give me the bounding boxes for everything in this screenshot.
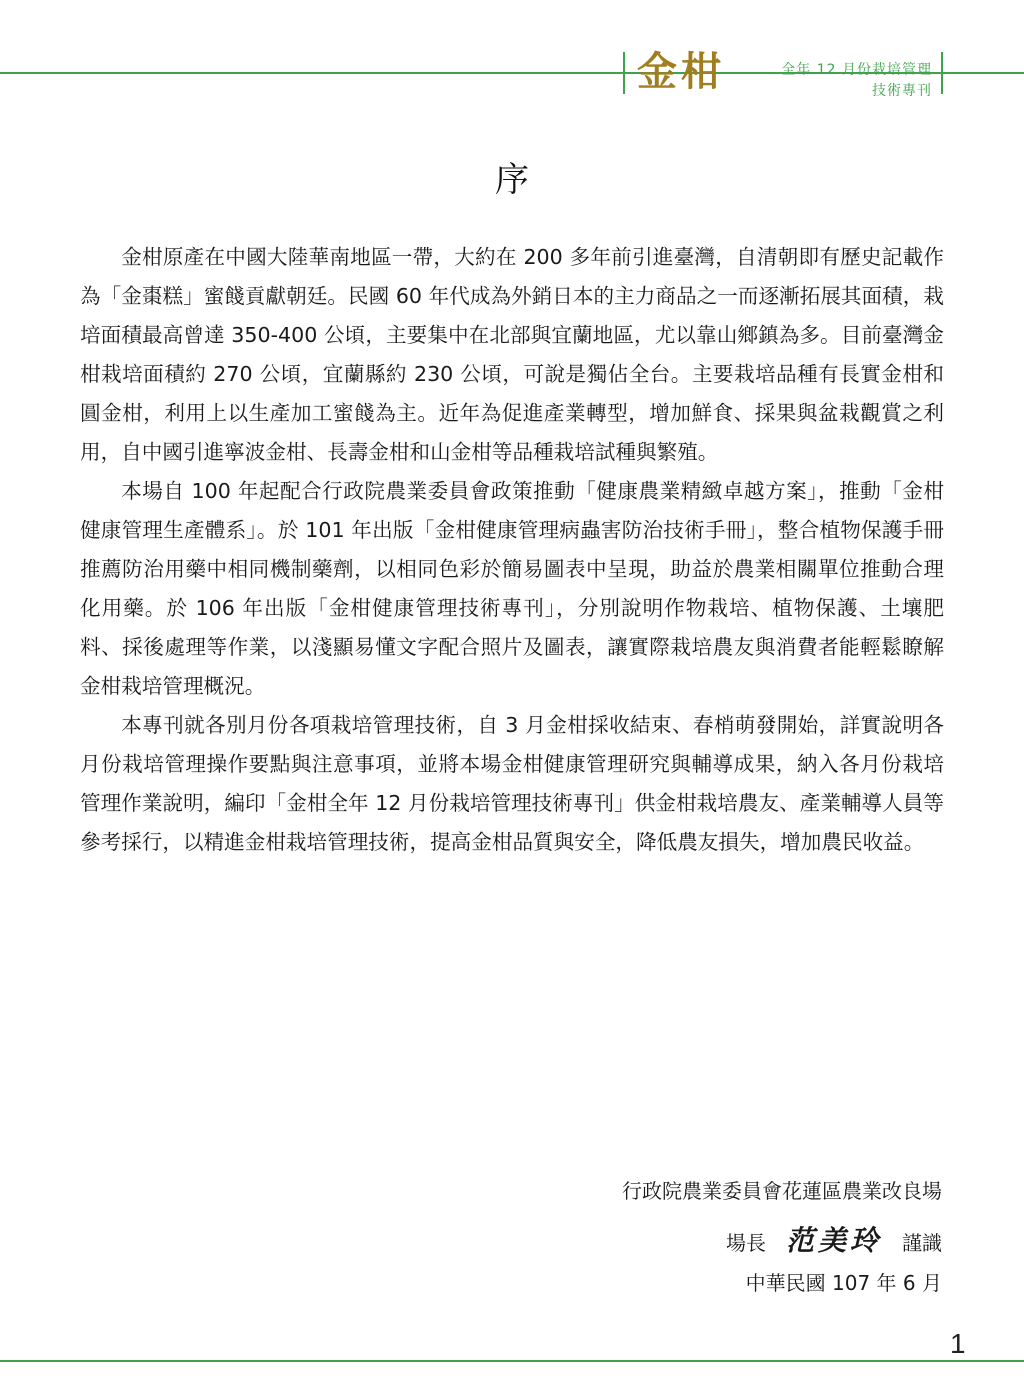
signature-date: 中華民國 107 年 6 月	[745, 1271, 942, 1295]
footer-rule	[0, 1360, 1024, 1362]
handwritten-signature: 范美玲	[785, 1224, 882, 1257]
header-subtitle-line2: 技術專刊	[872, 83, 932, 99]
paragraph-3: 本專刊就各別月份各項栽培管理技術，自 3 月金柑採收結束、春梢萌發開始，詳實說明各月份栽培管理操作要點與注意事項，並將本場金柑健康管理研究與輔導成果，納入各月份栽培管理作業說明，編印「金柑全年 12 月份栽培管理技術專刊」供金柑栽培農友、產業輔導人員等參考採行，以精進金柑栽培管理技術，提高金柑品質與安全，降低農友損失，增加農民收益。	[80, 713, 944, 854]
signature-director	[726, 1221, 942, 1263]
header-divider-left	[623, 52, 625, 94]
header-title: 金柑	[637, 48, 725, 95]
page-heading: 序	[495, 160, 529, 200]
preface-body	[80, 238, 944, 862]
signature-organization: 行政院農業委員會花蓮區農業改良場	[622, 1179, 942, 1203]
signature-role: 場長	[725, 1231, 766, 1255]
paragraph-2: 本場自 100 年起配合行政院農業委員會政策推動「健康農業精緻卓越方案」，推動「金柑健康管理生產體系」。於 101 年出版「金柑健康管理病蟲害防治技術手冊」，整合植物保護手冊推薦防治用藥中相同機制藥劑，以相同色彩於簡易圖表中呈現，助益於農業相關單位推動合理化用藥。於 106 年出版「金柑健康管理技術專刊」，分別說明作物栽培、植物保護、土壤肥料、採後處理等作業，以淺顯易懂文字配合照片及圖表，讓實際栽培農友與消費者能輕鬆瞭解金柑栽培管理概況。	[80, 479, 944, 698]
header-divider-right	[941, 52, 943, 94]
header-subtitle-line1: 全年 12 月份栽培管理	[781, 62, 932, 78]
page-number: 1	[950, 1328, 966, 1359]
signature-closing: 謹識	[902, 1231, 942, 1255]
paragraph-1: 金柑原產在中國大陸華南地區一帶，大約在 200 多年前引進臺灣，自清朝即有歷史記載作為「金棗糕」蜜餞貢獻朝廷。民國 60 年代成為外銷日本的主力商品之一而逐漸拓展其面積，栽培面積最高曾達 350-400 公頃，主要集中在北部與宜蘭地區，尤以靠山鄉鎮為多。目前臺灣金柑栽培面積約 270 公頃，宜蘭縣約 230 公頃，可說是獨佔全台。主要栽培品種有長實金柑和圓金柑，利用上以生產加工蜜餞為主。近年為促進產業轉型，增加鮮食、採果與盆栽觀賞之利用，自中國引進寧波金柑、長壽金柑和山金柑等品種栽培試種與繁殖。	[80, 245, 944, 464]
